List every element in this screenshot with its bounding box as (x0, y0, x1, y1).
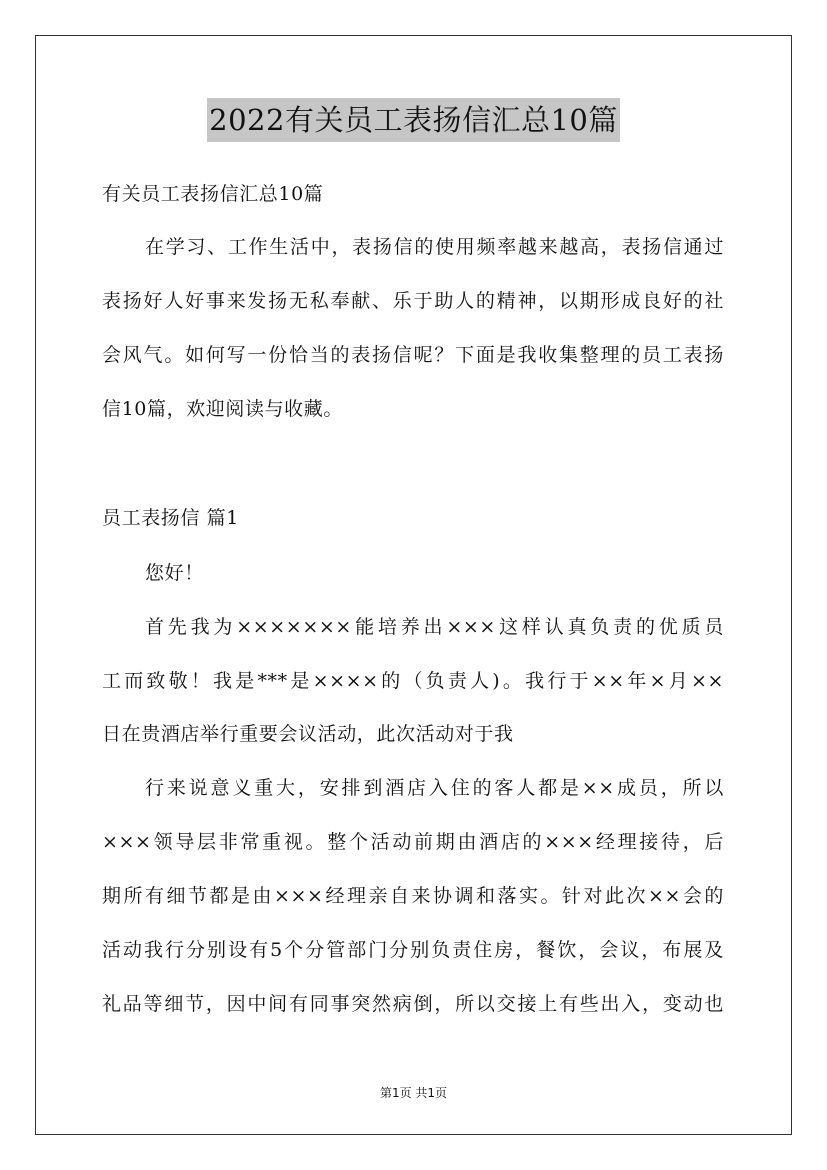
intro-line: 表扬好人好事来发扬无私奉献、乐于助人的精神，以期形成良好的社 (102, 290, 724, 312)
body-line: 首先我为×××××××能培养出×××这样认真负责的优质员 (145, 616, 724, 638)
intro-line: 在学习、工作生活中，表扬信的使用频率越来越高，表扬信通过 (145, 236, 724, 258)
body-line: 礼品等细节，因中间有同事突然病倒，所以交接上有些出入，变动也 (102, 993, 724, 1015)
body-line: 工而致敬！我是***是××××的（负责人)。我行于××年×月×× (102, 670, 724, 692)
body-line: 日在贵酒店举行重要会议活动，此次活动对于我 (102, 723, 514, 745)
intro-line: 会风气。如何写一份恰当的表扬信呢？下面是我收集整理的员工表扬 (102, 344, 724, 366)
section-heading: 员工表扬信 篇1 (102, 507, 239, 529)
page-footer: 第1页 共1页 (379, 1086, 448, 1100)
body-line: 活动我行分别设有5个分管部门分别负责住房，餐饮，会议，布展及 (102, 939, 724, 961)
document-subtitle: 有关员工表扬信汇总10篇 (102, 183, 324, 205)
greeting: 您好！ (145, 562, 204, 584)
title-container (0, 98, 827, 142)
body-line: 期所有细节都是由×××经理亲自来协调和落实。针对此次××会的 (102, 885, 724, 907)
body-line: 行来说意义重大，安排到酒店入住的客人都是××成员，所以 (145, 777, 724, 799)
body-line: ×××领导层非常重视。整个活动前期由酒店的×××经理接待，后 (102, 831, 724, 853)
document-title: 2022有关员工表扬信汇总10篇 (207, 98, 620, 142)
intro-line: 信10篇，欢迎阅读与收藏。 (102, 398, 343, 420)
